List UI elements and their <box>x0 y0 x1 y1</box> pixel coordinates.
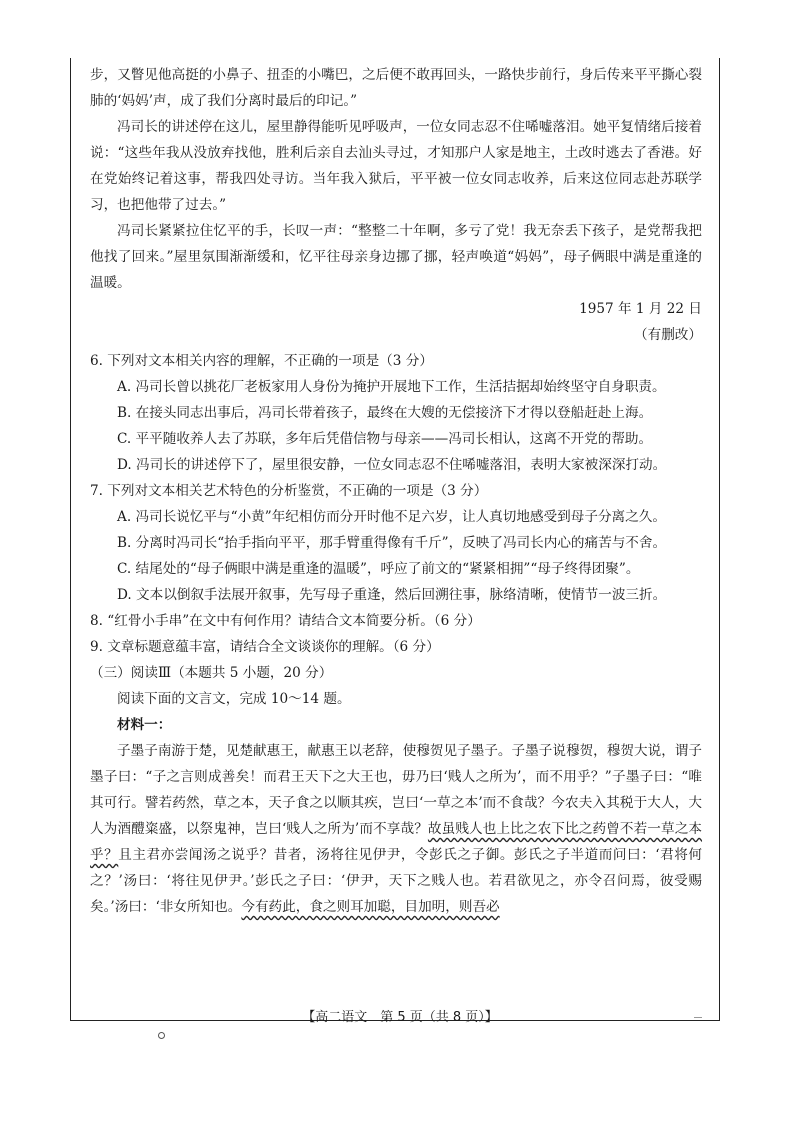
section-heading: （三）阅读Ⅲ（本题共 5 小题，20 分） <box>90 665 333 681</box>
story-note: （有删改） <box>634 327 702 343</box>
question-6-stem: 6. 下列对文本相关内容的理解，不正确的一项是（3 分） <box>90 353 433 369</box>
scan-dot <box>158 1032 165 1039</box>
material-title: 材料一： <box>117 717 172 733</box>
question-6-option-b: B. 在接头同志出事后，冯司长带着孩子，最终在大嫂的无偿接济下才得以登船赶赴上海。 <box>117 405 653 421</box>
wavy-underlined-sentence: 故虽贱人也上比之农下比之药曾不若一草之本乎？ <box>90 821 703 863</box>
story-paragraph-1: 步，又瞥见他高挺的小鼻子、扭歪的小嘴巴，之后便不敢再回头，一路快步前行，身后传来平平撕心裂肺的‘妈妈’声，成了我们分离时最后的印记。” <box>90 67 702 109</box>
question-6-option-d: D. 冯司长的讲述停下了，屋里很安静，一位女同志忍不住唏嘘落泪，表明大家被深深打动。 <box>117 457 667 473</box>
question-6-option-a: A. 冯司长曾以挑花厂老板家用人身份为掩护开展地下工作，生活拮据却始终坚守自身职责。 <box>117 379 666 395</box>
question-7-stem: 7. 下列对文本相关艺术特色的分析鉴赏，不正确的一项是（3 分） <box>90 483 488 499</box>
document-body <box>90 62 702 920</box>
question-7-option-c: C. 结尾处的“母子俩眼中满是重逢的温暖”，呼应了前文的“紧紧相拥”“母子终得团聚”。 <box>117 561 640 577</box>
classical-text <box>90 738 702 920</box>
classical-text-part-2: 且主君亦尝闻汤之说乎？昔者，汤将往见伊尹，令彭氏之子御。彭氏之子半道而问曰：‘君将何之？’汤曰：‘将往见伊尹。’彭氏之子曰：‘伊尹，天下之贱人也。若君欲见之，亦令召问焉，彼受赐矣。’汤曰：‘非女所知也。 <box>90 847 702 915</box>
page-footer: 【高二语文 第 5 页（共 8 页）】 <box>302 1010 498 1025</box>
question-6-option-c: C. 平平随收养人去了苏联，多年后凭借信物与母亲——冯司长相认，这离不开党的帮助。 <box>117 431 653 447</box>
corner-mark <box>694 1017 702 1018</box>
underlined-sentence: 今有药此，食之则耳加聪，目加明，则吾必 <box>241 899 500 915</box>
question-7-option-b: B. 分离时冯司长“抬手指向平平，那手臂重得像有千斤”，反映了冯司长内心的痛苦与不舍。 <box>117 535 667 551</box>
question-7-option-a: A. 冯司长说忆平与“小黄”年纪相仿而分开时他不足六岁，让人真切地感受到母子分离之久。 <box>117 509 666 525</box>
reading-instruction: 阅读下面的文言文，完成 10～14 题。 <box>117 691 351 707</box>
story-date: 1957 年 1 月 22 日 <box>579 301 702 317</box>
question-9: 9. 文章标题意蕴丰富，请结合全文谈谈你的理解。（6 分） <box>90 639 440 655</box>
story-paragraph-2: 冯司长的讲述停在这儿，屋里静得能听见呼吸声，一位女同志忍不住唏嘘落泪。她平复情绪后接着说：“这些年我从没放弃找他，胜利后亲自去汕头寻过，才知那户人家是地主，土改时逃去了香港。好在党始终记着这事，帮我四处寻访。当年我入狱后，平平被一位女同志收养，后来这位同志赴苏联学习，也把他带了过去。” <box>90 119 702 213</box>
question-8: 8. “红骨小手串”在文中有何作用？请结合文本简要分析。（6 分） <box>90 613 481 629</box>
classical-text-part-1: 子墨子南游于楚，见楚献惠王，献惠王以老辞，使穆贺见子墨子。子墨子说穆贺，穆贺大说，谓子墨子曰：“子之言则成善矣！而君王天下之大王也，毋乃曰‘贱人之所为’，而不用乎？”子墨子曰：“唯其可行。譬若药然，草之本，天子食之以顺其疾，岂曰‘一草之本’而不食哉？今农夫入其税于大人，大人为酒醴粢盛，以祭鬼神，岂曰‘贱人之所为’而不享哉？ <box>90 743 702 837</box>
story-paragraph-3: 冯司长紧紧拉住忆平的手，长叹一声：“整整二十年啊，多亏了党！我无奈丢下孩子，是党帮我把他找了回来。”屋里氛围渐渐缓和，忆平往母亲身边挪了挪，轻声唤道“妈妈”，母子俩眼中满是重逢的温暖。 <box>90 223 702 291</box>
question-7-option-d: D. 文本以倒叙手法展开叙事，先写母子重逢，然后回溯往事，脉络清晰，使情节一波三折。 <box>117 587 667 603</box>
